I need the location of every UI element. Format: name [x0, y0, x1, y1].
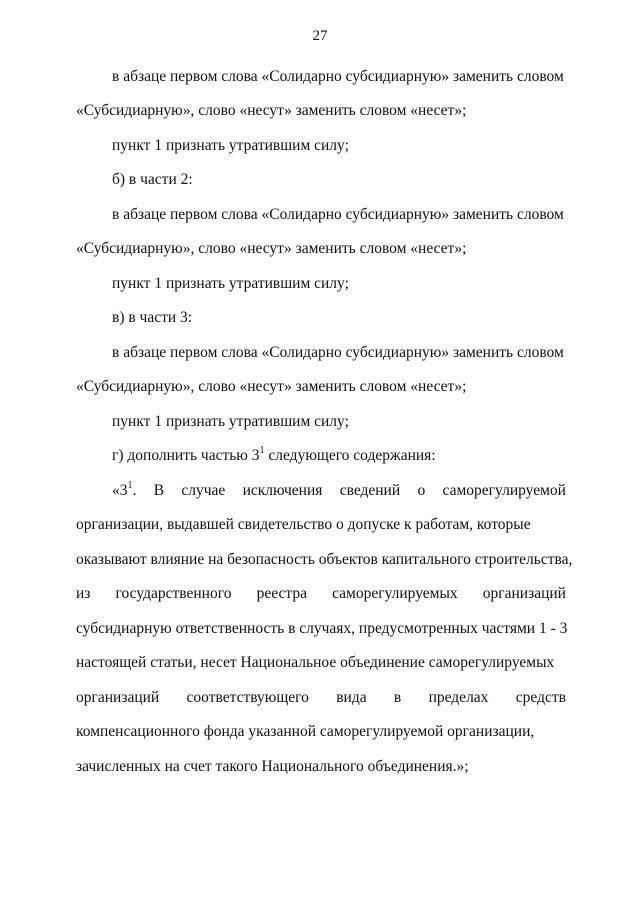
word: в — [393, 689, 402, 706]
word: о — [417, 482, 426, 499]
quote-line: оказывают влияние на безопасность объектов капитального строительства, — [76, 551, 573, 568]
word: сведений — [339, 482, 401, 499]
paragraph-line: в абзаце первом слова «Солидарно субсидиарную» заменить словом — [112, 206, 564, 223]
word: соответствующего — [186, 689, 309, 706]
word: саморегулируемой — [442, 482, 566, 499]
word: средств — [515, 689, 566, 706]
paragraph-line: пункт 1 признать утратившим силу; — [112, 275, 349, 292]
word: В — [153, 482, 165, 499]
paragraph-line: в абзаце первом слова «Солидарно субсидиарную» заменить словом — [112, 344, 564, 361]
word: организаций — [482, 585, 566, 602]
word: исключения — [242, 482, 323, 499]
quote-superscript: 1 — [127, 480, 133, 491]
quote-line: субсидиарную ответственность в случаях, предусмотренных частями 1 - 3 — [76, 620, 568, 637]
quote-dot: . — [132, 482, 137, 499]
paragraph-line: «Субсидиарную», слово «несут» заменить словом «несет»; — [76, 240, 467, 257]
quote-line: настоящей статьи, несет Национальное объединение саморегулируемых — [76, 654, 555, 671]
paragraph-line: в абзаце первом слова «Солидарно субсидиарную» заменить словом — [112, 68, 564, 85]
quote-justified-line — [76, 584, 566, 604]
item-g-line — [112, 446, 566, 466]
word: государственного — [115, 585, 232, 602]
word: из — [76, 585, 91, 602]
word: пределах — [428, 689, 489, 706]
quote-open: «3 — [112, 482, 128, 499]
word: саморегулируемых — [332, 585, 458, 602]
paragraph-line: пункт 1 признать утратившим силу; — [112, 137, 349, 154]
word: организаций — [76, 689, 160, 706]
quote-line: зачисленных на счет такого Национального объединения.»; — [76, 758, 469, 775]
quote-justified-line — [76, 688, 566, 708]
quote-first-line — [112, 481, 566, 501]
item-g-text: г) дополнить частью 3 — [112, 447, 260, 464]
paragraph-line: б) в части 2: — [112, 171, 193, 188]
paragraph-line: пункт 1 признать утратившим силу; — [112, 413, 349, 430]
quote-line: компенсационного фонда указанной саморегулируемой организации, — [76, 723, 535, 740]
item-g-superscript: 1 — [259, 445, 265, 456]
quote-line: организации, выдавшей свидетельство о допуске к работам, которые — [76, 516, 531, 533]
page-number: 27 — [312, 28, 328, 44]
word: вида — [336, 689, 367, 706]
item-g-text-end: следующего содержания: — [264, 447, 436, 464]
paragraph-line: «Субсидиарную», слово «несут» заменить словом «несет»; — [76, 102, 467, 119]
quote-clause-number — [112, 481, 136, 501]
word: случае — [181, 482, 226, 499]
paragraph-line: в) в части 3: — [112, 309, 193, 326]
paragraph-line: «Субсидиарную», слово «несут» заменить словом «несет»; — [76, 378, 467, 395]
word: реестра — [256, 585, 307, 602]
